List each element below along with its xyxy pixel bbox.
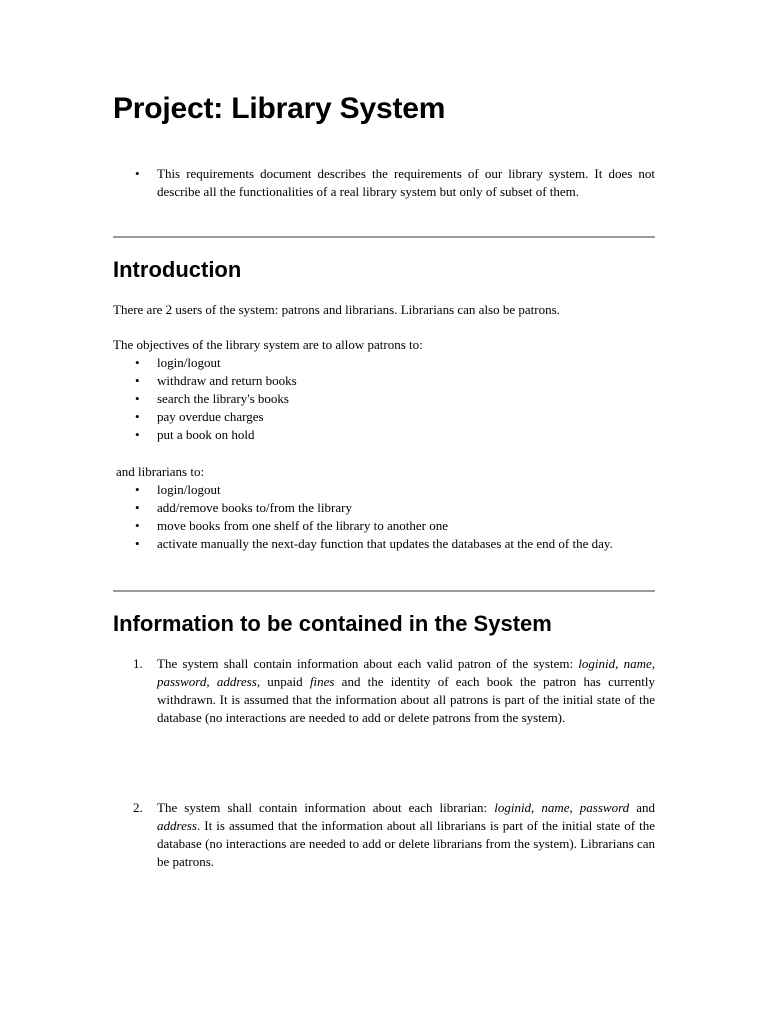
list-item: • login/logout xyxy=(113,354,655,372)
list-item: • search the library's books xyxy=(113,390,655,408)
divider-2 xyxy=(113,590,655,592)
list-item: • add/remove books to/from the library xyxy=(113,499,655,517)
patron-objectives-list xyxy=(113,354,655,444)
list-item: • pay overdue charges xyxy=(113,408,655,426)
librarian-objectives-list xyxy=(113,481,655,553)
requirement-text: The system shall contain information about each librarian: loginid, name, password and address. It is assumed that the information about all librarians is part of the initial state of the database (no interactions are needed to add or delete librarians from the system). Librarians can be patrons. xyxy=(157,800,655,869)
intro-bullet-list xyxy=(113,165,655,201)
list-item: • move books from one shelf of the library to another one xyxy=(113,517,655,535)
item-number: 1. xyxy=(133,656,143,671)
list-item: • login/logout xyxy=(113,481,655,499)
requirement-item-2 xyxy=(113,799,655,871)
information-heading: Information to be contained in the System xyxy=(113,611,552,636)
list-item: • put a book on hold xyxy=(113,426,655,444)
page-title: Project: Library System xyxy=(113,92,446,125)
intro-bullet: • This requirements document describes the requirements of our library system. It does not describe all the functionalities of a real library system but only of subset of them. xyxy=(113,165,655,201)
item-number: 2. xyxy=(133,800,143,815)
requirement-text: The system shall contain information about each valid patron of the system: loginid, name, password, address, unpaid fines and the identity of each book the patron has currently withdrawn. It is assumed that the information about all patrons is part of the initial state of the database (no interactions are needed to add or delete patrons from the system). xyxy=(157,656,655,725)
divider-1 xyxy=(113,236,655,238)
list-item: • withdraw and return books xyxy=(113,372,655,390)
librarians-lead: and librarians to: xyxy=(116,464,205,479)
patrons-lead: The objectives of the library system are to allow patrons to: xyxy=(113,337,423,352)
introduction-heading: Introduction xyxy=(113,257,242,282)
users-text: There are 2 users of the system: patrons and librarians. Librarians can also be patrons. xyxy=(113,302,560,317)
requirement-item-1 xyxy=(113,655,655,727)
list-item: • activate manually the next-day function that updates the databases at the end of the day. xyxy=(113,535,655,553)
